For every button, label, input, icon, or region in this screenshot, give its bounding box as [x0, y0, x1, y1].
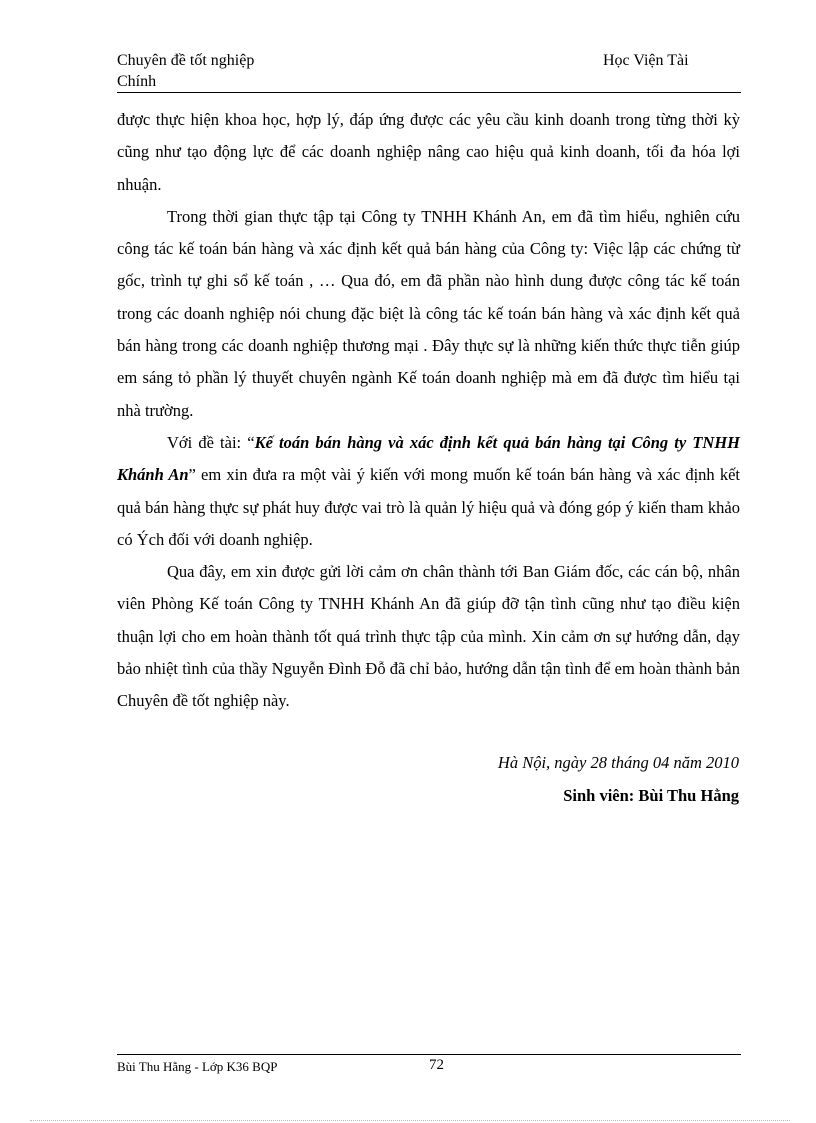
paragraph-3-rest: ” em xin đưa ra một vài ý kiến với mong muốn kế toán bán hàng và xác định kết quả bán hàng thực sự phát huy được vai trò là quản lý hiệu quả và đóng góp ý kiến tham khảo có Ých đối với doanh nghiệp.	[117, 465, 741, 549]
paragraph-2: Trong thời gian thực tập tại Công ty TNHH Khánh An, em đã tìm hiểu, nghiên cứu công tác kế toán bán hàng và xác định kết quả bán hàng của Công ty: Việc lập các chứng từ gốc, trình tự ghi sổ kế toán , … Qua đó, em đã phần nào hình dung được công tác kế toán trong các doanh nghiệp nói chung đặc biệt là công tác kế toán bán hàng và xác định kết quả bán hàng trong các doanh nghiệp thương mại . Đây thực sự là những kiến thức thực tiễn giúp em sáng tỏ phần lý thuyết chuyên ngành Kế toán doanh nghiệp mà em đã được tìm hiểu tại nhà trường.	[117, 206, 740, 420]
thesis-title: Kế toán bán hàng và xác định kết quả bán hàng tại Công ty TNHH Khánh An	[117, 432, 740, 485]
header-left	[117, 50, 254, 92]
header-divider	[117, 92, 741, 93]
paragraph-3	[117, 427, 740, 556]
footer-author: Bùi Thu Hằng - Lớp K36 BQP	[117, 1059, 278, 1074]
body-text	[117, 104, 740, 718]
signer-name: Sinh viên: Bùi Thu Hằng	[563, 786, 739, 805]
paragraph-1: được thực hiện khoa học, hợp lý, đáp ứng được các yêu cầu kinh doanh trong từng thời kỳ cũng như tạo động lực để các doanh nghiệp nâng cao hiệu quả kinh doanh, tối đa hóa lợi nhuận.	[117, 110, 740, 194]
paragraph-4: Qua đây, em xin được gửi lời cảm ơn chân thành tới Ban Giám đốc, các cán bộ, nhân viên Phòng Kế toán Công ty TNHH Khánh An đã giúp đỡ tận tình cũng như tạo điều kiện thuận lợi cho em hoàn thành tốt quá trình thực tập của mình. Xin cảm ơn sự hướng dẫn, dạy bảo nhiệt tình của thầy Nguyễn Đình Đỗ đã chỉ bảo, hướng dẫn tận tình để em hoàn thành bản Chuyên đề tốt nghiệp này.	[117, 562, 740, 711]
header-title: Chuyên đề tốt nghiệp	[117, 52, 255, 69]
header-right: Học Viện Tài	[603, 52, 689, 69]
header-title-wrap: Chính	[117, 73, 157, 90]
signing-date: Hà Nội, ngày 28 tháng 04 năm 2010	[497, 753, 739, 772]
page-edge	[30, 1120, 790, 1121]
paragraph-3-lead: Với đề tài: “	[167, 432, 255, 452]
page-number: 72	[429, 1057, 444, 1073]
